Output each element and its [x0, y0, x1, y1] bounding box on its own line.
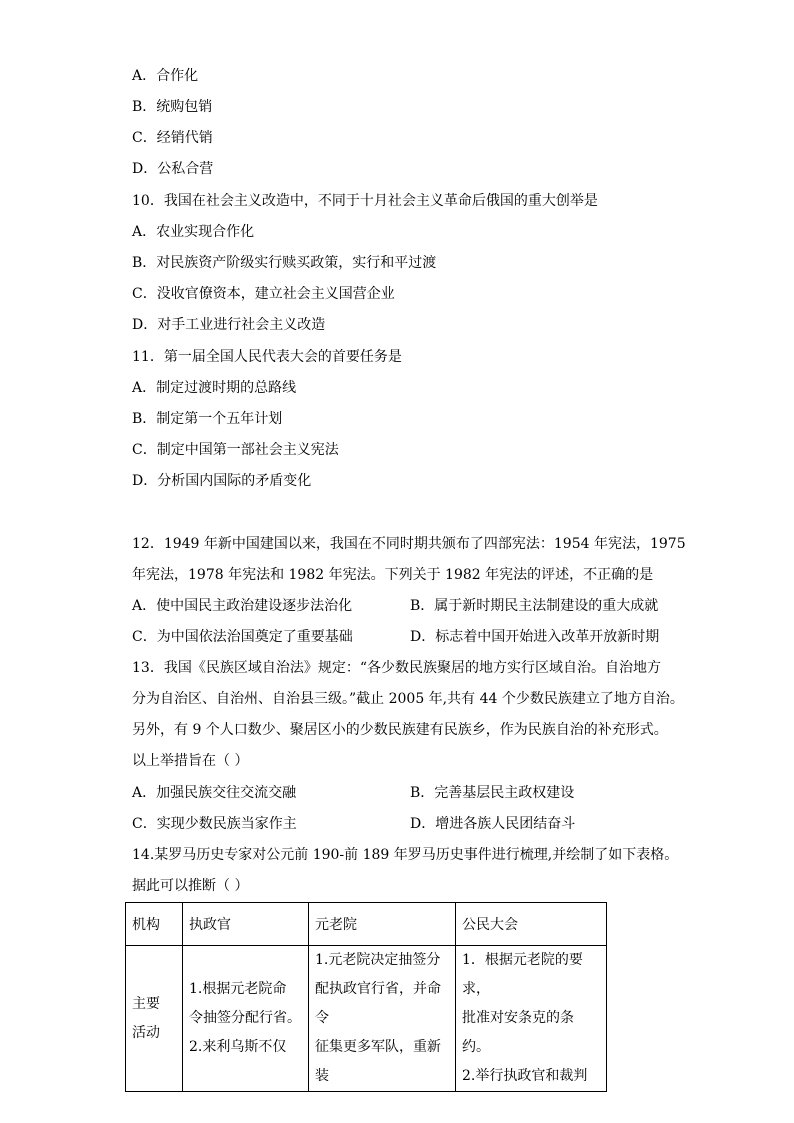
cell-line: 配执政官行省，并命令: [315, 981, 441, 1026]
q12-option-a: A．使中国民主政治建设逐步法治化: [132, 598, 353, 614]
table-header-cell: 元老院: [309, 903, 456, 946]
cell-line: 1.元老院决定抽签分: [315, 952, 441, 968]
q9-option-a: A．合作化: [132, 68, 199, 84]
q10-option-c: C．没收官僚资本，建立社会主义国营企业: [132, 286, 395, 302]
q11-option-d: D．分析国内国际的矛盾变化: [132, 473, 312, 489]
row-label-cell: [126, 946, 183, 1092]
q9-option-c: C．经销代销: [132, 130, 213, 146]
cell-line: 令抽签分配行省。: [189, 1010, 301, 1026]
q10-option-b: B．对民族资产阶级实行赎买政策，实行和平过渡: [132, 255, 437, 271]
cell-line: 征集更多军队，重新装: [315, 1039, 441, 1084]
q11-option-b: B．制定第一个五年计划: [132, 411, 283, 427]
cell-line: 1.根据元老院命: [189, 981, 287, 997]
q12-stem-line1: 12．1949 年新中国建国以来，我国在不同时期共颁布了四部宪法：1954 年宪法，1975: [132, 536, 686, 552]
q14-stem-line1: 14.某罗马历史专家对公元前 190-前 189 年罗马历史事件进行梳理,并绘制了如下表格。: [132, 847, 679, 863]
q11-option-c: C．制定中国第一部社会主义宪法: [132, 442, 339, 458]
assembly-activities-cell: [456, 946, 607, 1092]
q12-option-c: C．为中国依法治国奠定了重要基础: [132, 629, 353, 645]
q12-option-b: B．属于新时期民主法制建设的重大成就: [410, 598, 659, 614]
q13-option-c: C．实现少数民族当家作主: [132, 816, 297, 832]
q13-option-d: D．增进各族人民团结奋斗: [410, 816, 576, 832]
q13-stem-line1: 13．我国《民族区域自治法》规定：“各少数民族聚居的地方实行区域自治。自治地方: [132, 660, 661, 676]
q13-option-b: B．完善基层民主政权建设: [410, 785, 575, 801]
q14-stem-line2: 据此可以推断（ ）: [132, 878, 249, 894]
cell-line: 1．根据元老院的要求，: [462, 952, 583, 997]
q13-stem-line3: 另外，有 9 个人口数少、聚居区小的少数民族建有民族乡，作为民族自治的补充形式。: [132, 722, 668, 738]
table-header-cell: 公民大会: [456, 903, 607, 946]
q10-option-a: A．农业实现合作化: [132, 224, 255, 240]
q11-option-a: A．制定过渡时期的总路线: [132, 380, 297, 396]
cell-line: 2.来利乌斯不仅: [189, 1039, 287, 1055]
cell-line: 2.举行执政官和裁判: [462, 1068, 588, 1084]
consul-activities-cell: [183, 946, 309, 1092]
q13-option-a: A．加强民族交往交流交融: [132, 785, 297, 801]
senate-activities-cell: [309, 946, 456, 1092]
table-header-cell: 机构: [126, 903, 183, 946]
q11-stem: 11．第一届全国人民代表大会的首要任务是: [132, 349, 402, 365]
q12-option-d: D．标志着中国开始进入改革开放新时期: [410, 629, 660, 645]
rome-history-table: [125, 902, 607, 1092]
cell-line: 批准对安条克的条约。: [462, 1010, 574, 1055]
row-label-line: 活动: [132, 1024, 160, 1041]
q10-option-d: D．对手工业进行社会主义改造: [132, 317, 326, 333]
q10-stem: 10．我国在社会主义改造中，不同于十月社会主义革命后俄国的重大创举是: [132, 193, 598, 209]
table-header-row: [126, 903, 607, 946]
row-label-line: 主要: [132, 995, 160, 1012]
q13-stem-line2: 分为自治区、自治州、自治县三级。”截止 2005 年,共有 44 个少数民族建立了地方自治。: [132, 691, 684, 707]
q9-option-b: B．统购包销: [132, 99, 213, 115]
table-row: [126, 946, 607, 1092]
q9-option-d: D．公私合营: [132, 161, 214, 177]
table-header-cell: 执政官: [183, 903, 309, 946]
q12-stem-line2: 年宪法，1978 年宪法和 1982 年宪法。下列关于 1982 年宪法的评述，不正确的是: [132, 567, 654, 583]
q13-stem-line4: 以上举措旨在（ ）: [132, 753, 249, 769]
